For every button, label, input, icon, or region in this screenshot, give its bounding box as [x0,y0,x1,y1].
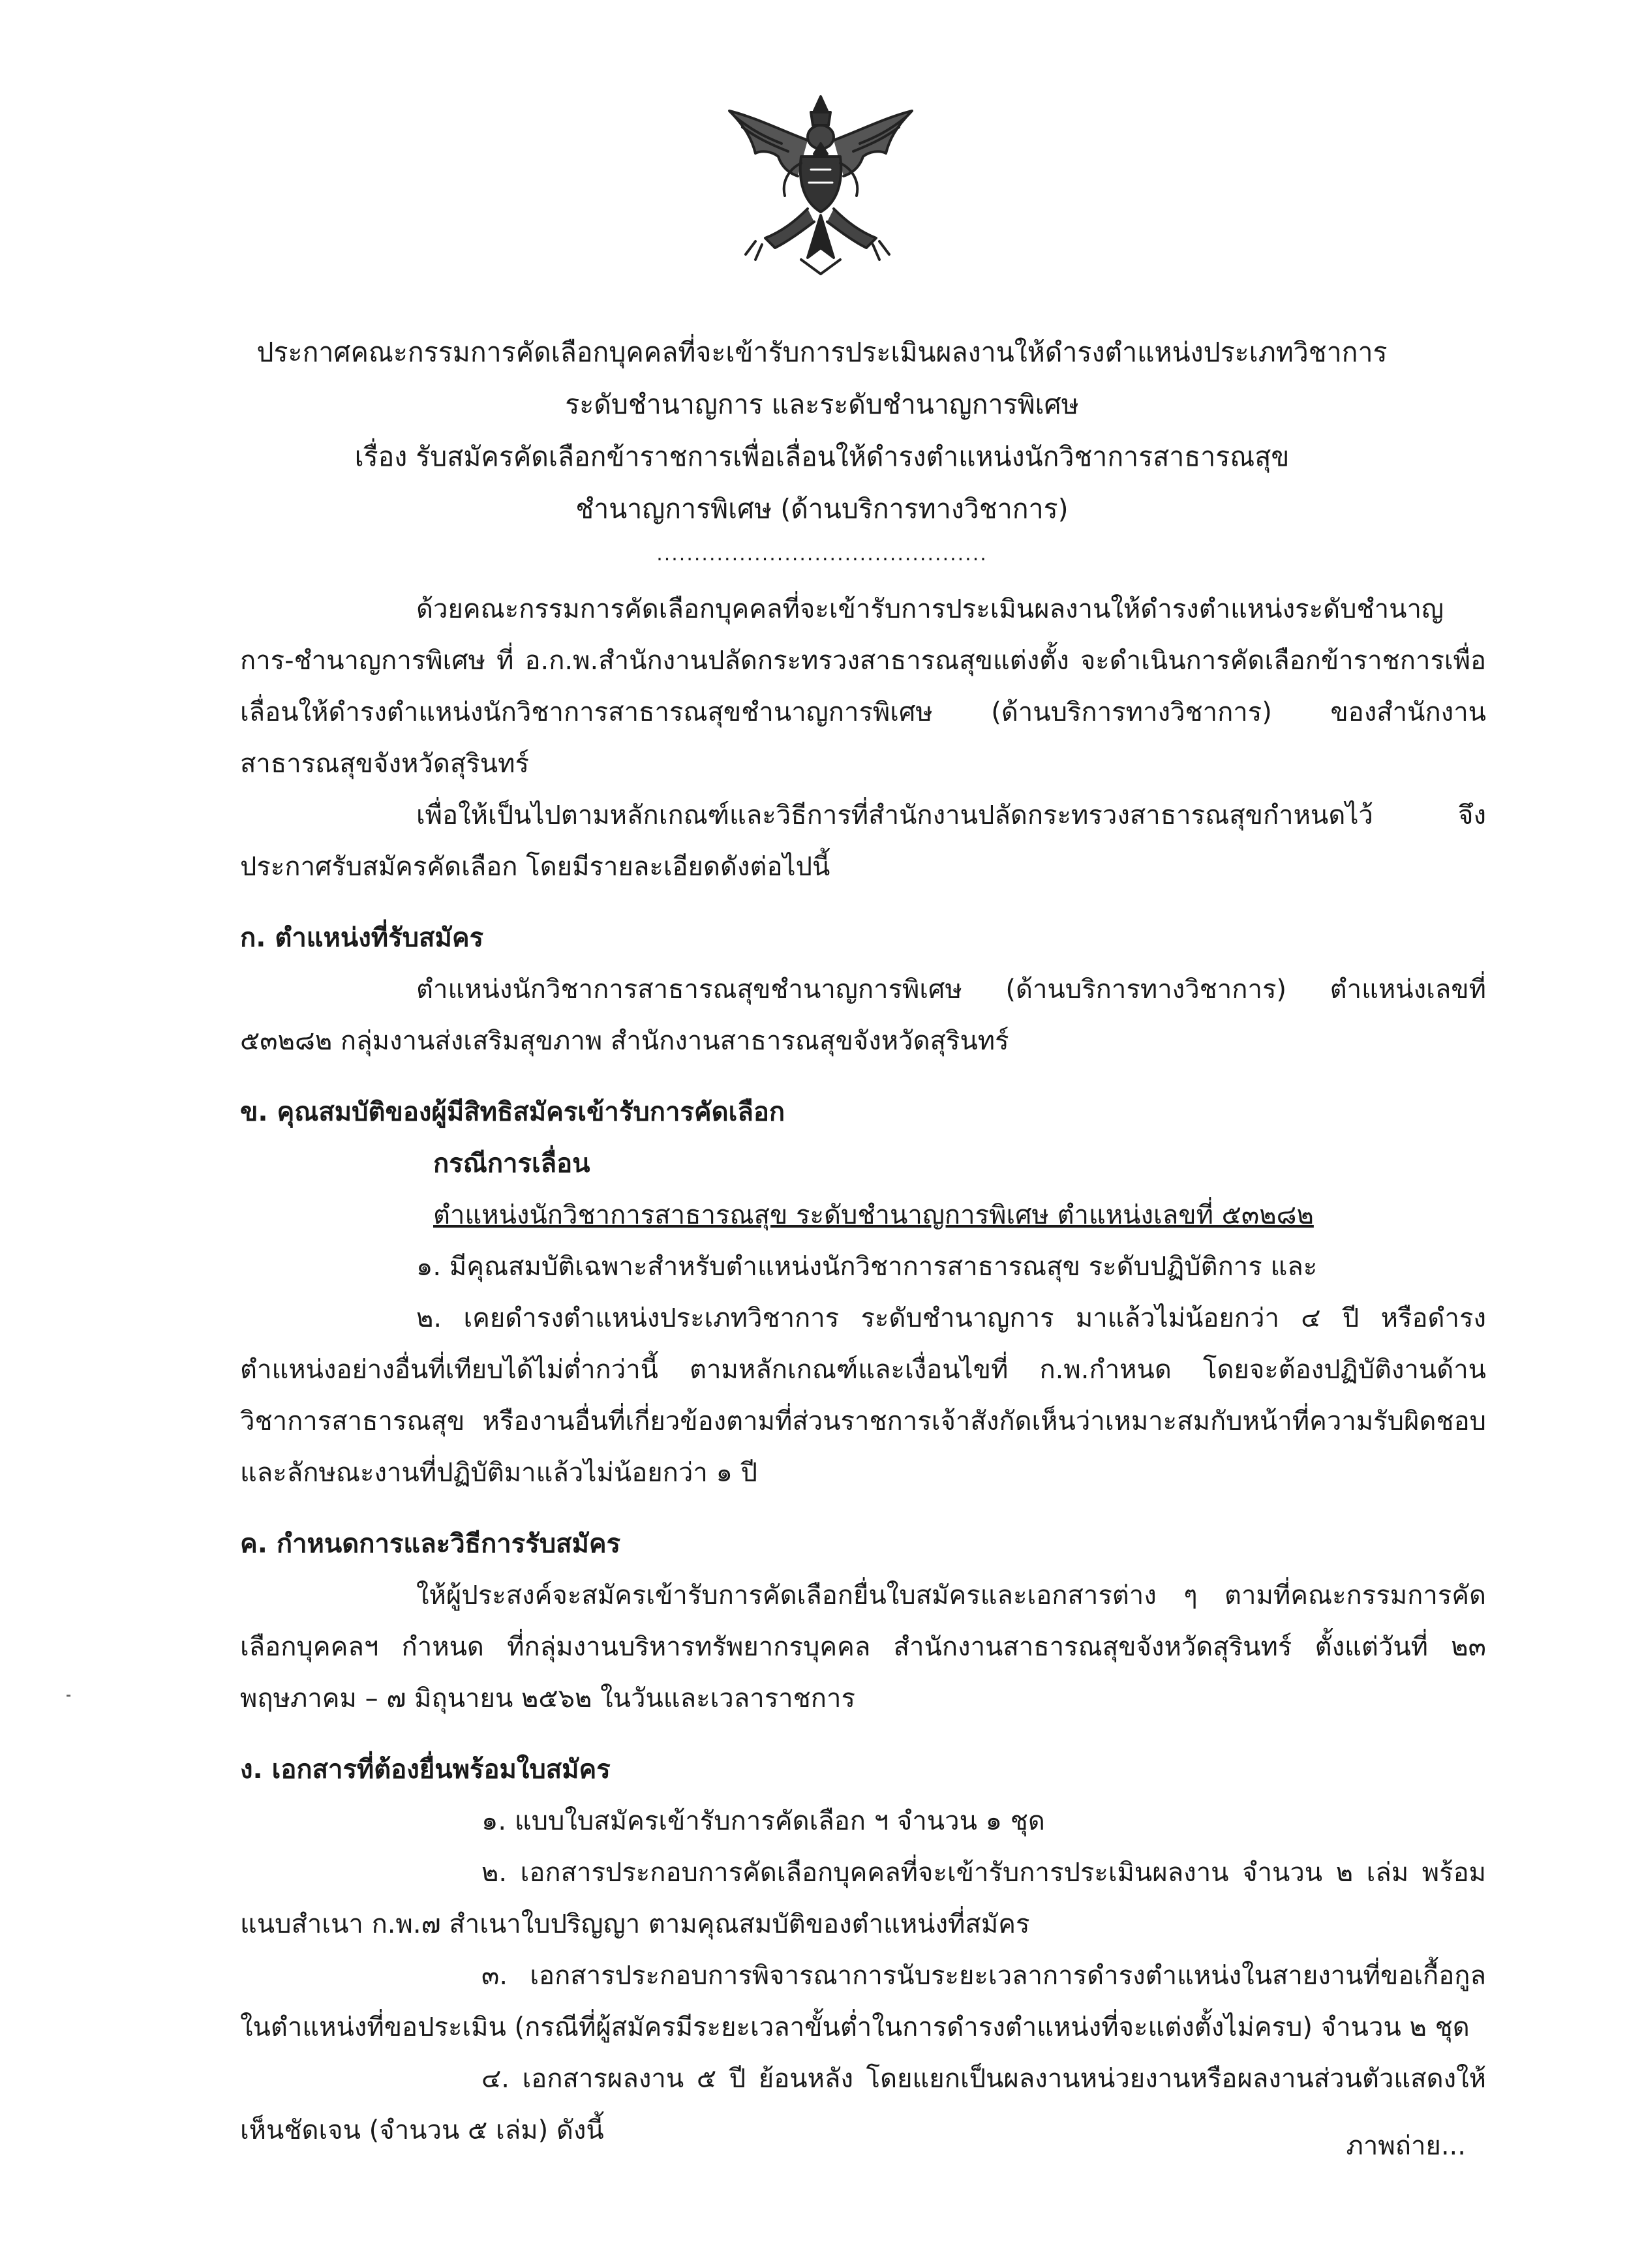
section-b-item-1: ๑. มีคุณสมบัติเฉพาะสำหรับตำแหน่งนักวิชาการสาธารณสุข ระดับปฏิบัติการ และ [416,1252,1318,1282]
section-a-heading: ก. ตำแหน่งที่รับสมัคร [240,923,484,953]
continuation-marker: ภาพถ่าย... [1346,2131,1466,2161]
section-d-item-4: ๔. เอกสารผลงาน ๕ ปี ย้อนหลัง โดยแยกเป็นผลงานหน่วยงานหรือผลงานส่วนตัวแสดงให้เห็นชัดเจน (จำนวน ๕ เล่ม) ดังนี้ [240,2064,1486,2145]
announcement-header [196,326,1448,574]
intro-paragraph-2: เพื่อให้เป็นไปตามหลักเกณฑ์และวิธีการที่สำนักงานปลัดกระทรวงสาธารณสุขกำหนดไว้ จึงประกาศรับสมัครคัดเลือก โดยมีรายละเอียดดังต่อไปนี้ [240,800,1486,882]
section-b-position-line: ตำแหน่งนักวิชาการสาธารณสุข ระดับชำนาญการพิเศษ ตำแหน่งเลขที่ ๕๓๒๘๒ [433,1200,1314,1230]
header-divider: ............................................ [656,543,988,566]
header-subject-line2: ชำนาญการพิเศษ (ด้านบริการทางวิชาการ) [575,493,1069,524]
section-b-subheading: กรณีการเลื่อน [433,1149,590,1179]
section-d-heading: ง. เอกสารที่ต้องยื่นพร้อมใบสมัคร [240,1755,611,1785]
section-c-text: ให้ผู้ประสงค์จะสมัครเข้ารับการคัดเลือกยื่นใบสมัครและเอกสารต่าง ๆ ตามที่คณะกรรมการคัดเลือกบุคคลฯ กำหนด ที่กลุ่มงานบริหารทรัพยากรบุคคล สำนักงานสาธารณสุขจังหวัดสุรินทร์ ตั้งแต่วันที่ ๒๓ พฤษภาคม – ๗ มิถุนายน ๒๕๖๒ ในวันและเวลาราชการ [240,1580,1486,1714]
header-title-line2: ระดับชำนาญการ และระดับชำนาญการพิเศษ [565,389,1079,420]
header-title-line1: ประกาศคณะกรรมการคัดเลือกบุคคลที่จะเข้ารับการประเมินผลงานให้ดำรงตำแหน่งประเภทวิชาการ [256,337,1388,368]
garuda-emblem-icon [716,91,925,277]
intro-paragraph-1: ด้วยคณะกรรมการคัดเลือกบุคคลที่จะเข้ารับการประเมินผลงานให้ดำรงตำแหน่งระดับชำนาญการ-ชำนาญการพิเศษ ที่ อ.ก.พ.สำนักงานปลัดกระทรวงสาธารณสุขแต่งตั้ง จะดำเนินการคัดเลือกข้าราชการเพื่อเลื่อนให้ดำรงตำแหน่งนักวิชาการสาธารณสุขชำนาญการพิเศษ (ด้านบริการทางวิชาการ) ของสำนักงานสาธารณสุขจังหวัดสุรินทร์ [240,594,1486,779]
section-b-item-2: ๒. เคยดำรงตำแหน่งประเภทวิชาการ ระดับชำนาญการ มาแล้วไม่น้อยกว่า ๔ ปี หรือดำรงตำแหน่งอย่างอื่นที่เทียบได้ไม่ต่ำกว่านี้ ตามหลักเกณฑ์และเงื่อนไขที่ ก.พ.กำหนด โดยจะต้องปฏิบัติงานด้านวิชาการสาธารณสุข หรืองานอื่นที่เกี่ยวข้องตามที่ส่วนราชการเจ้าสังกัดเห็นว่าเหมาะสมกับหน้าที่ความรับผิดชอบและลักษณะงานที่ปฏิบัติมาแล้วไม่น้อยกว่า ๑ ปี [240,1303,1486,1488]
header-subject-line1: เรื่อง รับสมัครคัดเลือกข้าราชการเพื่อเลื่อนให้ดำรงตำแหน่งนักวิชาการสาธารณสุข [354,441,1290,472]
section-d-item-3: ๓. เอกสารประกอบการพิจารณาการนับระยะเวลาการดำรงตำแหน่งในสายงานที่ขอเกื้อกูลในตำแหน่งที่ขอประเมิน (กรณีที่ผู้สมัครมีระยะเวลาขั้นต่ำในการดำรงตำแหน่งที่จะแต่งตั้งไม่ครบ) จำนวน ๒ ชุด [240,1961,1486,2042]
section-b-heading: ข. คุณสมบัติของผู้มีสิทธิสมัครเข้ารับการคัดเลือก [240,1097,785,1127]
section-d-item-2: ๒. เอกสารประกอบการคัดเลือกบุคคลที่จะเข้ารับการประเมินผลงาน จำนวน ๒ เล่ม พร้อมแนบสำเนา ก.พ.๗ สำเนาใบปริญญา ตามคุณสมบัติของตำแหน่งที่สมัคร [240,1858,1486,1939]
section-d-item-1: ๑. แบบใบสมัครเข้ารับการคัดเลือก ฯ จำนวน ๑ ชุด [481,1806,1045,1836]
document-body [240,584,1486,2156]
margin-mark [67,1695,70,1697]
section-c-heading: ค. กำหนดการและวิธีการรับสมัคร [240,1529,621,1559]
section-a-text: ตำแหน่งนักวิชาการสาธารณสุขชำนาญการพิเศษ (ด้านบริการทางวิชาการ) ตำแหน่งเลขที่ ๕๓๒๘๒ กลุ่มงานส่งเสริมสุขภาพ สำนักงานสาธารณสุขจังหวัดสุรินทร์ [240,975,1486,1056]
